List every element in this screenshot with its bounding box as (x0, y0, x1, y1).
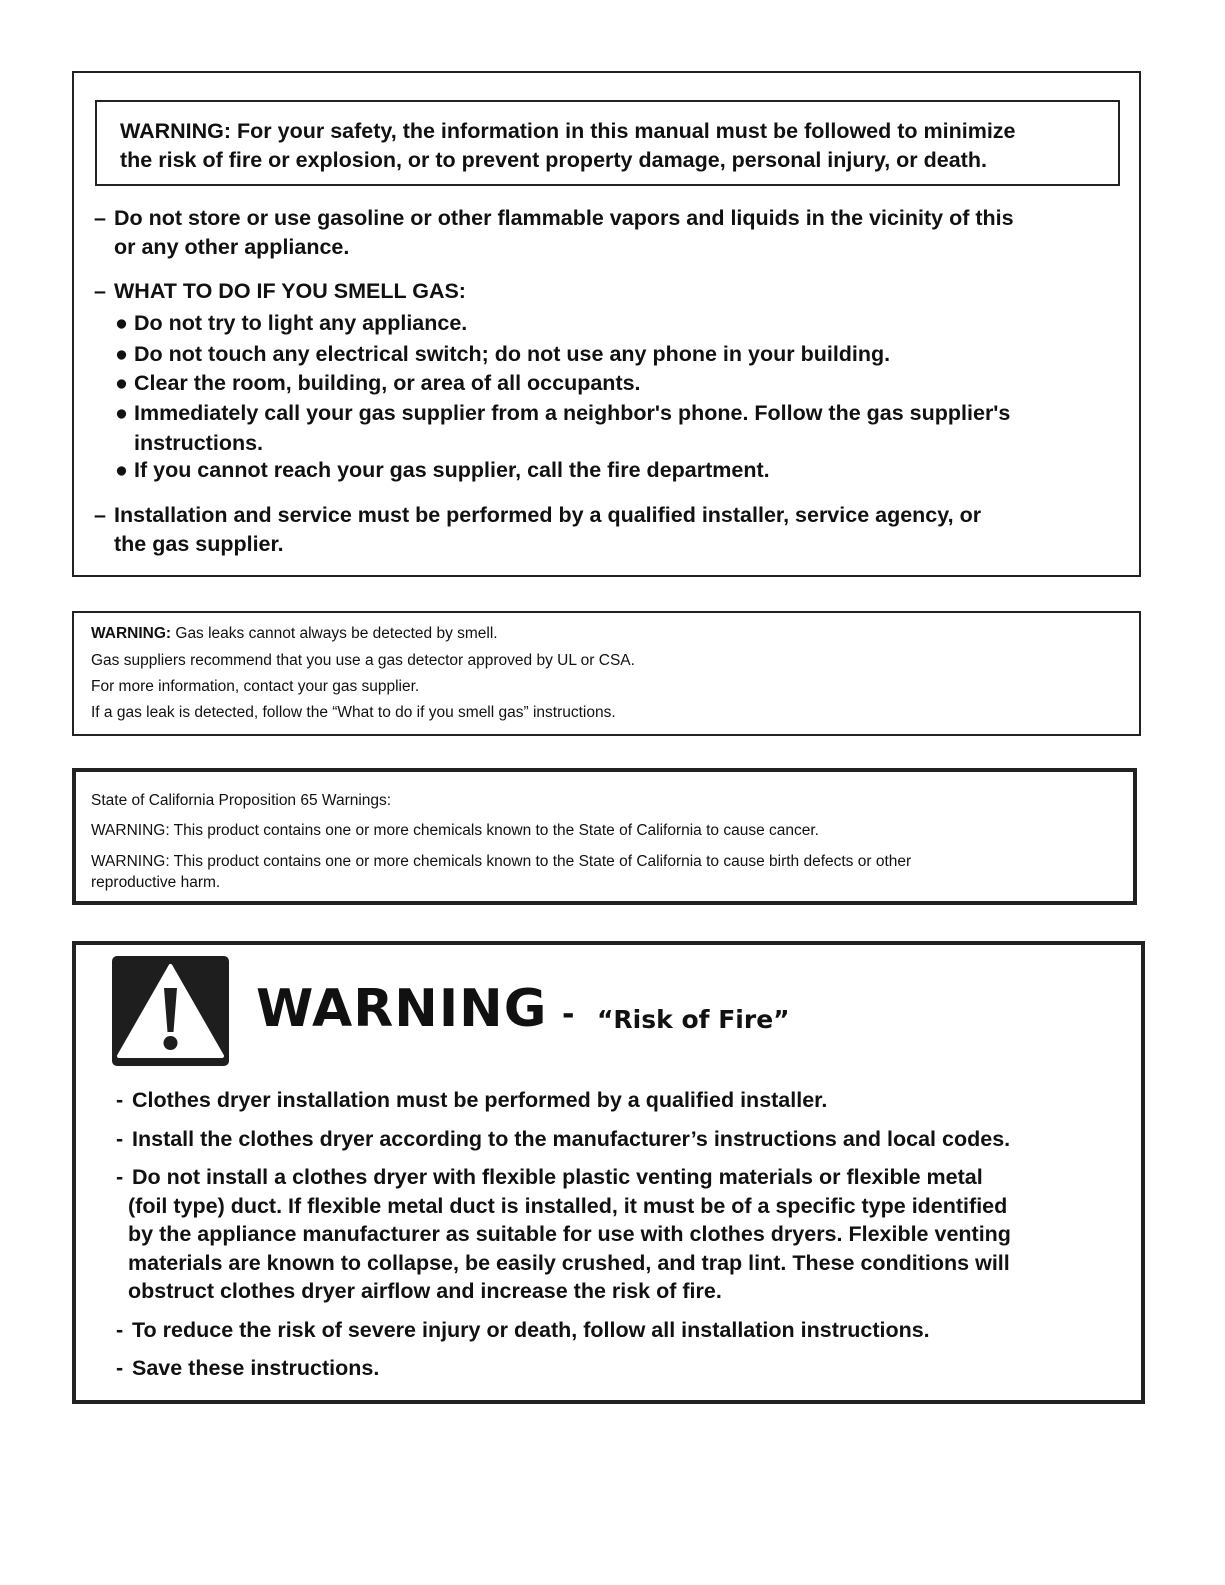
warning-triangle-icon (112, 956, 229, 1066)
gas-leak-warning-box (72, 611, 1141, 736)
heading-dash: - (562, 997, 575, 1032)
fire-item: - Save these instructions. (116, 1356, 380, 1380)
list-item-smell-gas: – WHAT TO DO IF YOU SMELL GAS: (94, 279, 466, 303)
gas-leak-line-3: For more information, contact your gas supplier. (91, 678, 420, 695)
warning-label: WARNING: (91, 625, 172, 642)
fire-item: - Clothes dryer installation must be performed by a qualified installer. (116, 1088, 828, 1112)
bullet-item: ● If you cannot reach your gas supplier, call the fire department. (115, 458, 770, 482)
gas-leak-line-1: WARNING: Gas leaks cannot always be detected by smell. (91, 625, 498, 642)
prop65-cancer-warning: WARNING: This product contains one or more chemicals known to the State of California to cause cancer. (91, 822, 819, 839)
risk-of-fire-subheading: “Risk of Fire” (597, 1005, 790, 1034)
prop65-birth-defects-warning-cont: reproductive harm. (91, 874, 221, 891)
fire-risk-warning-box (72, 941, 1145, 1404)
prop65-birth-defects-warning: WARNING: This product contains one or more chemicals known to the State of California to cause birth defects or other (91, 853, 912, 870)
bullet-item: ● Clear the room, building, or area of all occupants. (115, 371, 641, 395)
header-line-2: the risk of fire or explosion, or to prevent property damage, personal injury, or death. (120, 148, 987, 172)
bullet-item: ● Immediately call your gas supplier from a neighbor's phone. Follow the gas supplier's instructions. (115, 401, 1011, 455)
fire-item: - To reduce the risk of severe injury or death, follow all installation instructions. (116, 1318, 930, 1342)
fire-item-venting: - Do not install a clothes dryer with flexible plastic venting materials or flexible metal (foil type) duct. If flexible metal duct is installed, it must be of a specific type identified by the appliance manufacturer as suitable for use with clothes dryers. Flexible venting materials are known to collapse, be easily crushed, and trap lint. These conditions will obstruct clothes dryer airflow and increase the risk of fire. (116, 1165, 1011, 1304)
bullet-item: ● Do not touch any electrical switch; do not use any phone in your building. (115, 342, 891, 366)
bullet-item: ● Do not try to light any appliance. (115, 311, 468, 335)
list-item-installation: – Installation and service must be performed by a qualified installer, service agency, or the gas supplier. (94, 503, 982, 556)
gas-leak-line-4: If a gas leak is detected, follow the “What to do if you smell gas” instructions. (91, 704, 616, 721)
warning-heading: WARNING (256, 979, 548, 1039)
prop65-warning-box (72, 768, 1137, 905)
gas-safety-warning-box (72, 71, 1141, 577)
gas-leak-line-2: Gas suppliers recommend that you use a gas detector approved by UL or CSA. (91, 652, 635, 669)
safety-warning-header (95, 100, 1120, 186)
header-line-1: WARNING: For your safety, the information in this manual must be followed to minimize (120, 119, 1016, 143)
list-item-flammable: – Do not store or use gasoline or other flammable vapors and liquids in the vicinity of this or any other appliance. (94, 206, 1014, 259)
fire-item: - Install the clothes dryer according to the manufacturer’s instructions and local codes. (116, 1127, 1011, 1151)
prop65-title: State of California Proposition 65 Warnings: (91, 792, 392, 809)
